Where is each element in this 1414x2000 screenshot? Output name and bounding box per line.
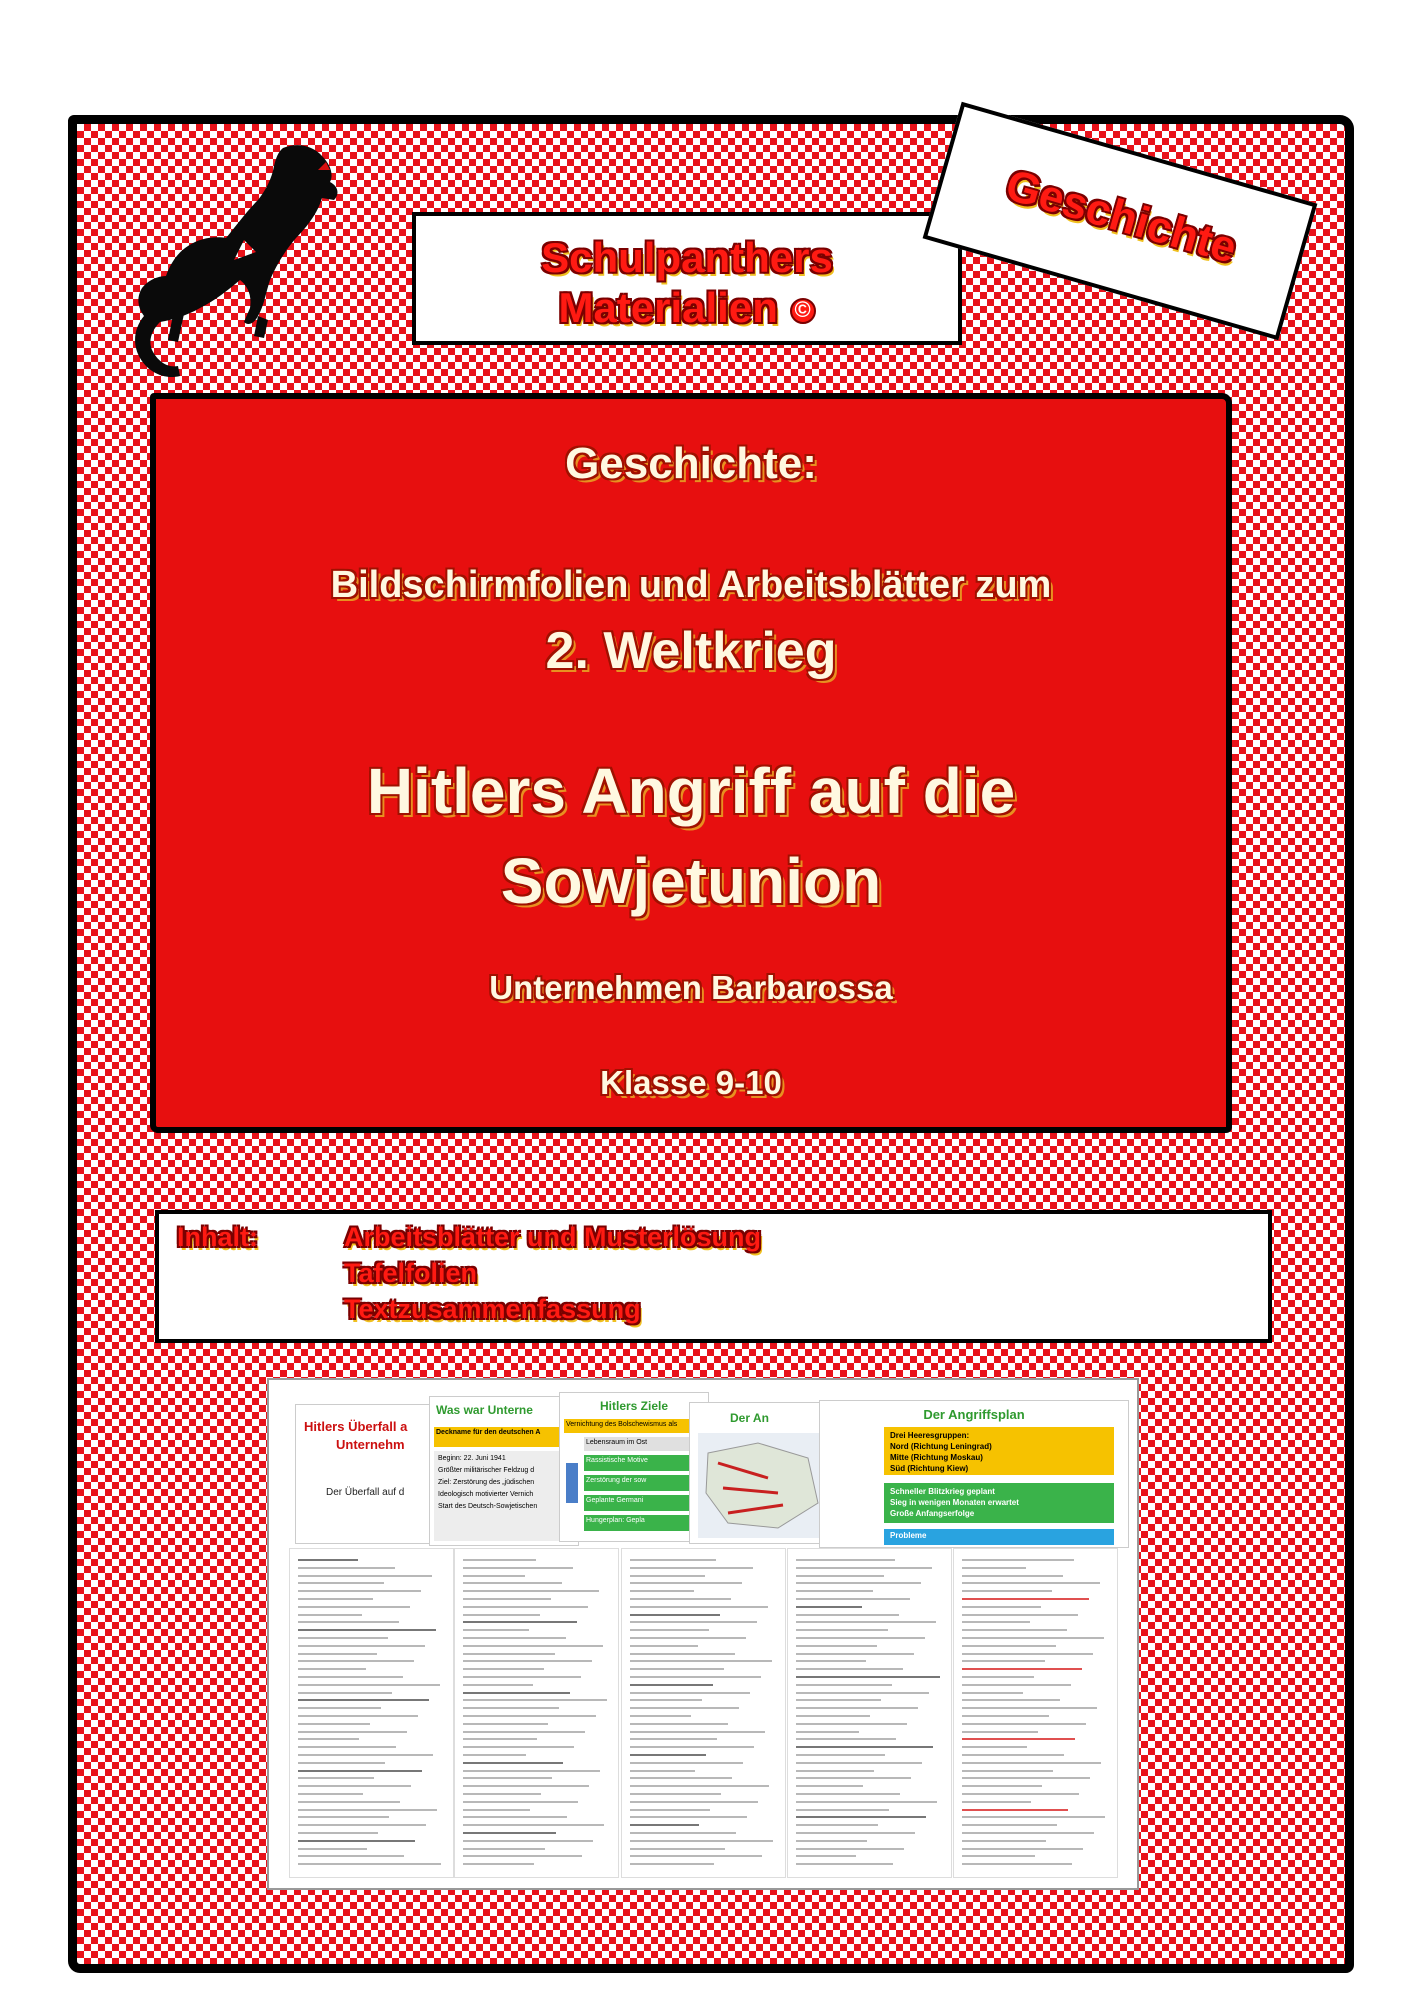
- worksheet-text-line: [630, 1816, 747, 1818]
- worksheet-text-line: [298, 1785, 411, 1787]
- worksheet-text-line: [463, 1692, 570, 1694]
- slide-2-bullet: Start des Deutsch-Sowjetischen: [438, 1503, 538, 1510]
- worksheet-text-line: [962, 1762, 1101, 1764]
- worksheet-text-line: [463, 1699, 607, 1701]
- worksheet-text-line: [630, 1754, 706, 1756]
- worksheet-text-line: [298, 1816, 389, 1818]
- slide-1-subtitle: Unternehm: [336, 1437, 405, 1452]
- worksheet-text-line: [298, 1738, 359, 1740]
- worksheet-text-line: [298, 1653, 377, 1655]
- worksheet-text-line: [463, 1614, 540, 1616]
- worksheet-text-line: [463, 1793, 541, 1795]
- worksheet-text-line: [962, 1855, 1035, 1857]
- worksheet-text-line: [463, 1855, 582, 1857]
- worksheet-text-line: [298, 1824, 426, 1826]
- worksheet-text-line: [962, 1848, 1083, 1850]
- worksheet-text-line: [962, 1746, 1027, 1748]
- worksheet-text-line: [962, 1621, 1030, 1623]
- worksheet-text-line: [630, 1707, 739, 1709]
- worksheet-text-line: [298, 1762, 385, 1764]
- slide-2-title: Was war Unterne: [436, 1403, 533, 1417]
- worksheet-text-line: [796, 1762, 922, 1764]
- worksheet-text-line: [796, 1840, 867, 1842]
- worksheet-text-line: [962, 1614, 1078, 1616]
- slide-4-title: Der An: [730, 1411, 769, 1425]
- slide-3-item: Zerstörung der sow: [584, 1475, 704, 1491]
- worksheet-text-line: [796, 1582, 921, 1584]
- worksheet-text-line: [796, 1770, 874, 1772]
- worksheet-page-2: [454, 1548, 619, 1878]
- worksheet-text-line: [630, 1801, 758, 1803]
- worksheet-text-line: [962, 1660, 1045, 1662]
- worksheet-text-line: [630, 1699, 702, 1701]
- worksheet-text-line: [962, 1645, 1056, 1647]
- worksheet-text-line: [796, 1832, 915, 1834]
- arrow-icon: [566, 1463, 578, 1503]
- slide-5-green-title: Schneller Blitzkrieg geplant: [890, 1487, 995, 1496]
- worksheet-text-line: [962, 1809, 1068, 1811]
- slide-3-box: Vernichtung des Bolschewismus als: [564, 1419, 704, 1433]
- worksheet-text-line: [463, 1785, 589, 1787]
- worksheet-text-line: [298, 1668, 366, 1670]
- brand-box: [412, 212, 962, 345]
- worksheet-text-line: [298, 1692, 392, 1694]
- worksheet-text-line: [962, 1777, 1090, 1779]
- worksheet-text-line: [962, 1785, 1042, 1787]
- worksheet-text-line: [298, 1777, 374, 1779]
- worksheet-page-3: [621, 1548, 786, 1878]
- worksheet-text-line: [630, 1715, 691, 1717]
- worksheet-text-line: [463, 1762, 563, 1764]
- worksheet-text-line: [298, 1621, 399, 1623]
- slide-3-title: Hitlers Ziele: [600, 1399, 669, 1413]
- worksheet-text-line: [796, 1754, 885, 1756]
- worksheet-text-line: [630, 1629, 709, 1631]
- worksheet-text-line: [962, 1840, 1046, 1842]
- worksheet-text-line: [463, 1816, 567, 1818]
- worksheet-text-line: [298, 1746, 396, 1748]
- worksheet-text-line: [962, 1824, 1057, 1826]
- worksheet-text-line: [630, 1614, 720, 1616]
- worksheet-text-line: [298, 1770, 422, 1772]
- worksheet-text-line: [796, 1621, 936, 1623]
- worksheet-text-line: [630, 1637, 746, 1639]
- worksheet-text-line: [796, 1723, 907, 1725]
- slide-2-box: Deckname für den deutschen A: [434, 1427, 574, 1447]
- slide-1-note: Der Überfall auf d: [326, 1487, 405, 1498]
- worksheet-text-line: [630, 1840, 773, 1842]
- worksheet-text-line: [630, 1809, 710, 1811]
- worksheet-text-line: [298, 1582, 384, 1584]
- slide-5-groups: [884, 1427, 1114, 1475]
- panther-logo: [108, 140, 368, 380]
- worksheet-text-line: [962, 1684, 1071, 1686]
- worksheet-text-line: [962, 1559, 1074, 1561]
- worksheet-text-line: [463, 1653, 555, 1655]
- worksheet-text-line: [630, 1824, 699, 1826]
- brand-name: Schulpanthers: [541, 234, 833, 281]
- worksheet-text-line: [796, 1785, 863, 1787]
- worksheet-text-line: [630, 1676, 761, 1678]
- worksheet-text-line: [630, 1684, 713, 1686]
- worksheet-text-line: [463, 1824, 604, 1826]
- grade-level: Klasse 9-10: [600, 1064, 782, 1101]
- worksheet-text-line: [796, 1731, 859, 1733]
- worksheet-text-line: [962, 1731, 1038, 1733]
- worksheet-text-line: [630, 1848, 725, 1850]
- worksheet-text-line: [463, 1707, 559, 1709]
- worksheet-text-line: [463, 1582, 562, 1584]
- worksheet-text-line: [298, 1614, 362, 1616]
- slide-3-item: Geplante Germani: [584, 1495, 704, 1511]
- worksheet-text-line: [630, 1692, 750, 1694]
- worksheet-text-line: [796, 1559, 895, 1561]
- worksheet-text-line: [298, 1676, 403, 1678]
- worksheet-text-line: [962, 1590, 1052, 1592]
- preview-slide-3: [559, 1392, 709, 1542]
- worksheet-text-line: [298, 1832, 378, 1834]
- worksheet-text-line: [463, 1559, 536, 1561]
- worksheet-text-line: [796, 1793, 900, 1795]
- worksheet-text-line: [630, 1559, 716, 1561]
- worksheet-text-line: [463, 1715, 596, 1717]
- worksheet-text-line: [796, 1590, 873, 1592]
- worksheet-text-line: [796, 1824, 878, 1826]
- worksheet-text-line: [796, 1575, 884, 1577]
- worksheet-text-line: [630, 1762, 743, 1764]
- worksheet-text-line: [962, 1770, 1053, 1772]
- worksheet-text-line: [962, 1692, 1023, 1694]
- worksheet-text-line: [463, 1598, 551, 1600]
- worksheet-text-line: [298, 1715, 418, 1717]
- worksheet-text-line: [463, 1621, 577, 1623]
- worksheet-text-line: [962, 1575, 1063, 1577]
- worksheet-text-line: [962, 1676, 1034, 1678]
- worksheet-text-line: [630, 1863, 714, 1865]
- slide-3-item: Hungerplan: Gepla: [584, 1515, 704, 1531]
- worksheet-text-line: [796, 1614, 899, 1616]
- worksheet-text-line: [796, 1777, 911, 1779]
- worksheet-text-line: [796, 1863, 893, 1865]
- worksheet-text-line: [463, 1567, 573, 1569]
- content-label: Inhalt:: [177, 1222, 258, 1252]
- preview-collage: [267, 1378, 1139, 1890]
- worksheet-text-line: [463, 1809, 530, 1811]
- worksheet-text-line: [463, 1637, 566, 1639]
- worksheet-text-line: [962, 1715, 1049, 1717]
- worksheet-text-line: [630, 1832, 736, 1834]
- slide-5-title: Der Angriffsplan: [923, 1407, 1025, 1422]
- title-block: [150, 393, 1232, 1133]
- worksheet-text-line: [630, 1645, 698, 1647]
- worksheet-page-5: [953, 1548, 1118, 1878]
- worksheet-text-line: [463, 1629, 529, 1631]
- worksheet-text-line: [630, 1660, 772, 1662]
- worksheet-text-line: [962, 1567, 1026, 1569]
- worksheet-text-line: [962, 1707, 1097, 1709]
- worksheet-text-line: [630, 1598, 731, 1600]
- topic-heading: 2. Weltkrieg: [545, 622, 837, 680]
- slide-5-green-item: Sieg in wenigen Monaten erwartet: [890, 1498, 1019, 1507]
- slide-5-green-item: Große Anfangserfolge: [890, 1509, 975, 1518]
- worksheet-text-line: [796, 1684, 892, 1686]
- content-item-1: Arbeitsblätter und Musterlösung: [344, 1222, 762, 1252]
- worksheet-text-line: [962, 1832, 1094, 1834]
- worksheet-text-line: [962, 1598, 1089, 1600]
- worksheet-text-line: [463, 1840, 593, 1842]
- worksheet-text-line: [630, 1731, 765, 1733]
- worksheet-text-line: [962, 1793, 1079, 1795]
- worksheet-text-line: [796, 1738, 896, 1740]
- subject-heading: Geschichte:: [565, 439, 817, 488]
- worksheet-text-line: [796, 1629, 888, 1631]
- worksheet-text-line: [630, 1777, 732, 1779]
- worksheet-text-line: [796, 1567, 932, 1569]
- worksheet-text-line: [463, 1863, 534, 1865]
- worksheet-text-line: [298, 1684, 440, 1686]
- worksheet-text-line: [463, 1684, 533, 1686]
- worksheet-page-4: [787, 1548, 952, 1878]
- worksheet-text-line: [796, 1801, 937, 1803]
- brand-subtitle: Materialien ©: [416, 284, 958, 332]
- worksheet-text-line: [630, 1590, 694, 1592]
- worksheet-text-line: [463, 1731, 585, 1733]
- worksheet-text-line: [630, 1668, 724, 1670]
- slide-5-groups-title: Drei Heeresgruppen:: [890, 1431, 970, 1440]
- worksheet-text-line: [796, 1660, 866, 1662]
- map-icon: [698, 1433, 828, 1538]
- worksheet-text-line: [796, 1692, 929, 1694]
- worksheet-text-line: [796, 1653, 914, 1655]
- worksheet-text-line: [630, 1653, 735, 1655]
- worksheet-text-line: [630, 1785, 769, 1787]
- worksheet-text-line: [298, 1645, 425, 1647]
- worksheet-text-line: [463, 1590, 599, 1592]
- slide-3-item: Rassistische Motive: [584, 1455, 704, 1471]
- worksheet-text-line: [796, 1676, 940, 1678]
- worksheet-text-line: [463, 1770, 600, 1772]
- preview-slide-2: [429, 1396, 579, 1546]
- worksheet-text-line: [796, 1707, 918, 1709]
- worksheet-text-line: [298, 1754, 433, 1756]
- worksheet-text-line: [298, 1629, 436, 1631]
- worksheet-text-line: [298, 1598, 373, 1600]
- worksheet-text-line: [298, 1848, 367, 1850]
- worksheet-text-line: [796, 1816, 926, 1818]
- worksheet-text-line: [962, 1738, 1075, 1740]
- worksheet-text-line: [298, 1855, 404, 1857]
- slide-3-item: Lebensraum im Ost: [584, 1437, 704, 1451]
- worksheet-text-line: [298, 1660, 414, 1662]
- worksheet-text-line: [298, 1637, 388, 1639]
- worksheet-text-line: [630, 1606, 768, 1608]
- cover-subtitle: Bildschirmfolien und Arbeitsblätter zum: [330, 564, 1052, 606]
- slide-2-bullet: Beginn: 22. Juni 1941: [438, 1455, 506, 1462]
- worksheet-text-line: [298, 1575, 432, 1577]
- slide-1-title: Hitlers Überfall a: [304, 1419, 408, 1434]
- operation-name: Unternehmen Barbarossa: [489, 969, 893, 1006]
- worksheet-text-line: [962, 1668, 1082, 1670]
- worksheet-text-line: [463, 1723, 548, 1725]
- worksheet-text-line: [463, 1606, 588, 1608]
- slide-2-bullet: Größter militärischer Feldzug d: [438, 1467, 535, 1474]
- worksheet-text-line: [630, 1621, 757, 1623]
- worksheet-text-line: [463, 1848, 545, 1850]
- worksheet-text-line: [796, 1855, 856, 1857]
- worksheet-text-line: [796, 1699, 881, 1701]
- slide-2-bullet: Ideologisch motivierter Vernich: [438, 1491, 534, 1498]
- worksheet-text-line: [796, 1598, 910, 1600]
- worksheet-text-line: [298, 1731, 407, 1733]
- worksheet-text-line: [962, 1816, 1105, 1818]
- worksheet-text-line: [796, 1715, 870, 1717]
- worksheet-text-line: [298, 1567, 395, 1569]
- worksheet-text-line: [298, 1606, 410, 1608]
- worksheet-text-line: [796, 1809, 889, 1811]
- worksheet-text-line: [630, 1567, 753, 1569]
- worksheet-text-line: [962, 1754, 1064, 1756]
- worksheet-text-line: [962, 1637, 1104, 1639]
- worksheet-text-line: [962, 1723, 1086, 1725]
- content-item-2: Tafelfolien: [344, 1258, 478, 1288]
- worksheet-text-line: [796, 1606, 862, 1608]
- worksheet-text-line: [796, 1848, 904, 1850]
- worksheet-text-line: [298, 1590, 421, 1592]
- worksheet-text-line: [463, 1801, 578, 1803]
- slide-2-bullet: Ziel: Zerstörung des „jüdischen: [438, 1479, 535, 1486]
- worksheet-text-line: [962, 1653, 1093, 1655]
- worksheet-text-line: [463, 1754, 526, 1756]
- main-title-line2: Sowjetunion: [500, 845, 882, 917]
- worksheet-text-line: [962, 1801, 1031, 1803]
- content-box: [155, 1210, 1272, 1343]
- worksheet-text-line: [796, 1746, 933, 1748]
- main-title-line1: Hitlers Angriff auf die: [366, 755, 1016, 827]
- worksheet-text-line: [298, 1559, 358, 1561]
- preview-slide-1: [295, 1404, 445, 1544]
- worksheet-text-line: [630, 1770, 695, 1772]
- worksheet-text-line: [463, 1645, 603, 1647]
- worksheet-text-line: [630, 1575, 705, 1577]
- worksheet-text-line: [796, 1668, 903, 1670]
- worksheet-text-line: [298, 1840, 415, 1842]
- worksheet-text-line: [962, 1606, 1041, 1608]
- worksheet-text-line: [298, 1707, 381, 1709]
- worksheet-text-line: [962, 1629, 1067, 1631]
- worksheet-text-line: [630, 1793, 721, 1795]
- worksheet-text-line: [796, 1645, 877, 1647]
- worksheet-text-line: [463, 1832, 556, 1834]
- worksheet-text-line: [463, 1777, 552, 1779]
- worksheet-text-line: [298, 1809, 437, 1811]
- worksheet-text-line: [463, 1746, 574, 1748]
- preview-slide-4: [689, 1402, 839, 1544]
- worksheet-text-line: [298, 1863, 441, 1865]
- worksheet-text-line: [796, 1637, 925, 1639]
- worksheet-text-line: [962, 1863, 1072, 1865]
- worksheet-text-line: [630, 1738, 717, 1740]
- worksheet-text-line: [298, 1723, 370, 1725]
- preview-slide-5: [819, 1400, 1129, 1548]
- worksheet-text-line: [962, 1699, 1060, 1701]
- subject-tag-label: Geschichte: [1000, 160, 1243, 273]
- worksheet-text-line: [962, 1582, 1100, 1584]
- slide-5-blue: Probleme: [884, 1529, 1114, 1545]
- worksheet-text-line: [463, 1676, 581, 1678]
- worksheet-text-line: [463, 1575, 525, 1577]
- worksheet-text-line: [298, 1801, 400, 1803]
- worksheet-text-line: [630, 1855, 762, 1857]
- worksheet-text-line: [630, 1746, 754, 1748]
- worksheet-text-line: [298, 1793, 363, 1795]
- slide-5-green: [884, 1483, 1114, 1523]
- worksheet-text-line: [630, 1723, 728, 1725]
- content-item-3: Textzusammenfassung: [344, 1294, 641, 1324]
- slide-5-group: Süd (Richtung Kiew): [890, 1464, 969, 1473]
- slide-5-group: Mitte (Richtung Moskau): [890, 1453, 983, 1462]
- worksheet-page-1: [289, 1548, 454, 1878]
- worksheet-text-line: [630, 1582, 742, 1584]
- worksheet-text-line: [298, 1699, 429, 1701]
- copyright-icon: ©: [790, 298, 816, 324]
- worksheet-text-line: [463, 1738, 537, 1740]
- worksheet-text-line: [463, 1668, 544, 1670]
- worksheet-text-line: [463, 1660, 592, 1662]
- slide-5-group: Nord (Richtung Leningrad): [890, 1442, 992, 1451]
- slide-2-bullets: [434, 1451, 574, 1541]
